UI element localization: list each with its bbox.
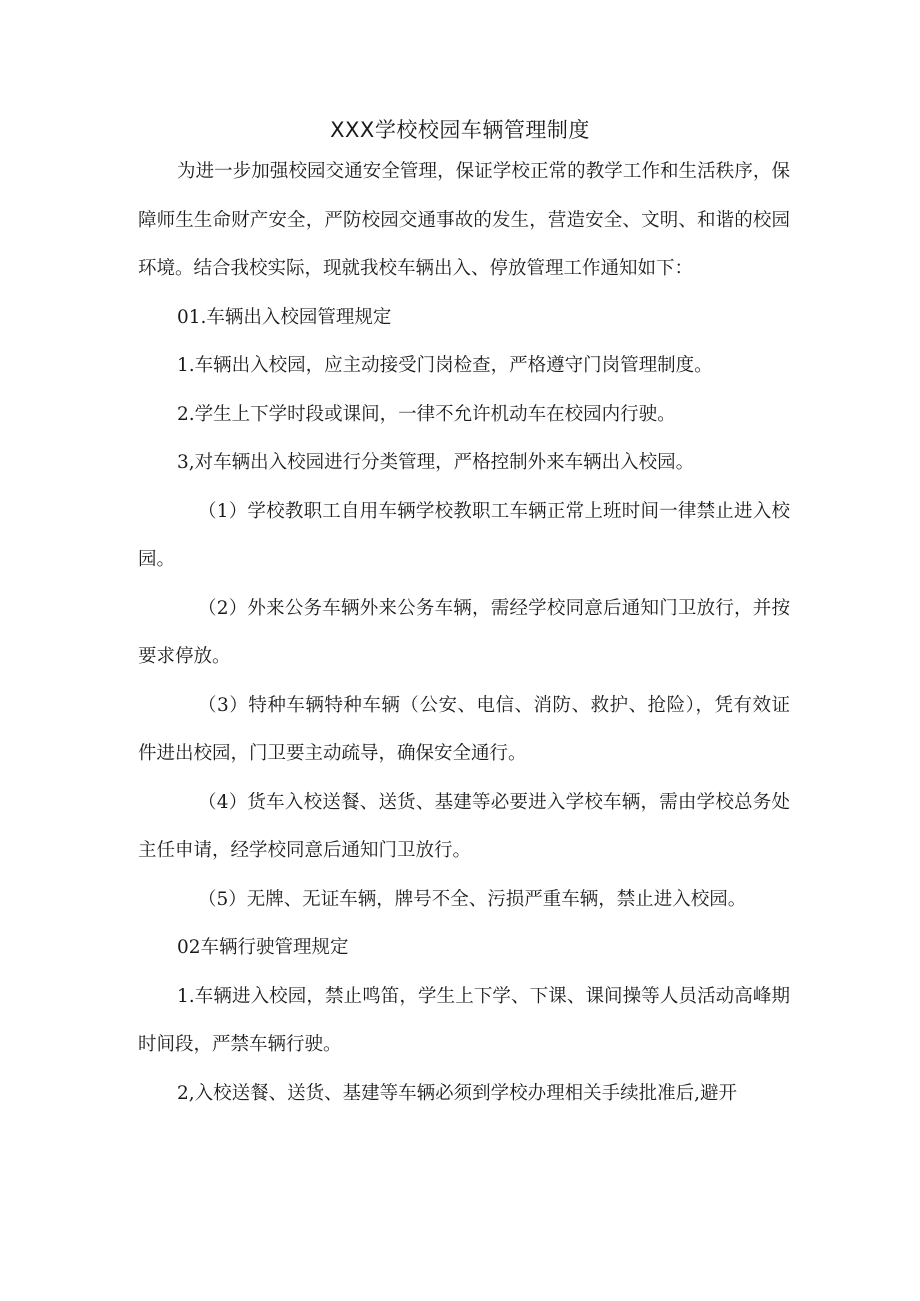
list-item: 2,入校送餐、送货、基建等车辆必须到学校办理相关手续批准后,避开 — [177, 1082, 738, 1104]
list-item: 1.车辆出入校园，应主动接受门岗检查，严格遵守门岗管理制度。 — [177, 355, 713, 376]
intro-paragraph: 为进一步加强校园交通安全管理，保证学校正常的教学工作和生活秩序，保障师生生命财产安全，严防校园交通事故的发生，营造安全、文明、和谐的校园环境。结合我校实际，现就我校车辆出入、停放管理工作通知如下： — [138, 161, 790, 279]
sub-list-item: （4）货车入校送餐、送货、基建等必要进入学校车辆，需由学校总务处主任申请，经学校同意后通知门卫放行。 — [138, 791, 790, 861]
list-item: 1.车辆进入校园，禁止鸣笛，学生上下学、下课、课间操等人员活动高峰期时间段，严禁车辆行驶。 — [138, 985, 790, 1055]
sub-list-item: （3）特种车辆特种车辆（公安、电信、消防、救护、抢险），凭有效证件进出校园，门卫要主动疏导，确保安全通行。 — [138, 694, 790, 764]
section-heading-entry: 01.车辆出入校园管理规定 — [177, 306, 392, 328]
sub-list-item: （2）外来公务车辆外来公务车辆，需经学校同意后通知门卫放行，并按要求停放。 — [138, 597, 790, 667]
page-title: XXX学校校园车辆管理制度 — [330, 118, 590, 142]
sub-list-item: （5）无牌、无证车辆，牌号不全、污损严重车辆，禁止进入校园。 — [198, 888, 747, 910]
list-item: 3,对车辆出入校园进行分类管理，严格控制外来车辆出入校园。 — [177, 452, 695, 473]
list-item: 2.学生上下学时段或课间，一律不允许机动车在校园内行驶。 — [177, 403, 676, 425]
document-body — [138, 148, 790, 1118]
section-heading-driving: 02车辆行驶管理规定 — [177, 937, 349, 958]
sub-list-item: （1）学校教职工自用车辆学校教职工车辆正常上班时间一律禁止进入校园。 — [138, 500, 790, 570]
